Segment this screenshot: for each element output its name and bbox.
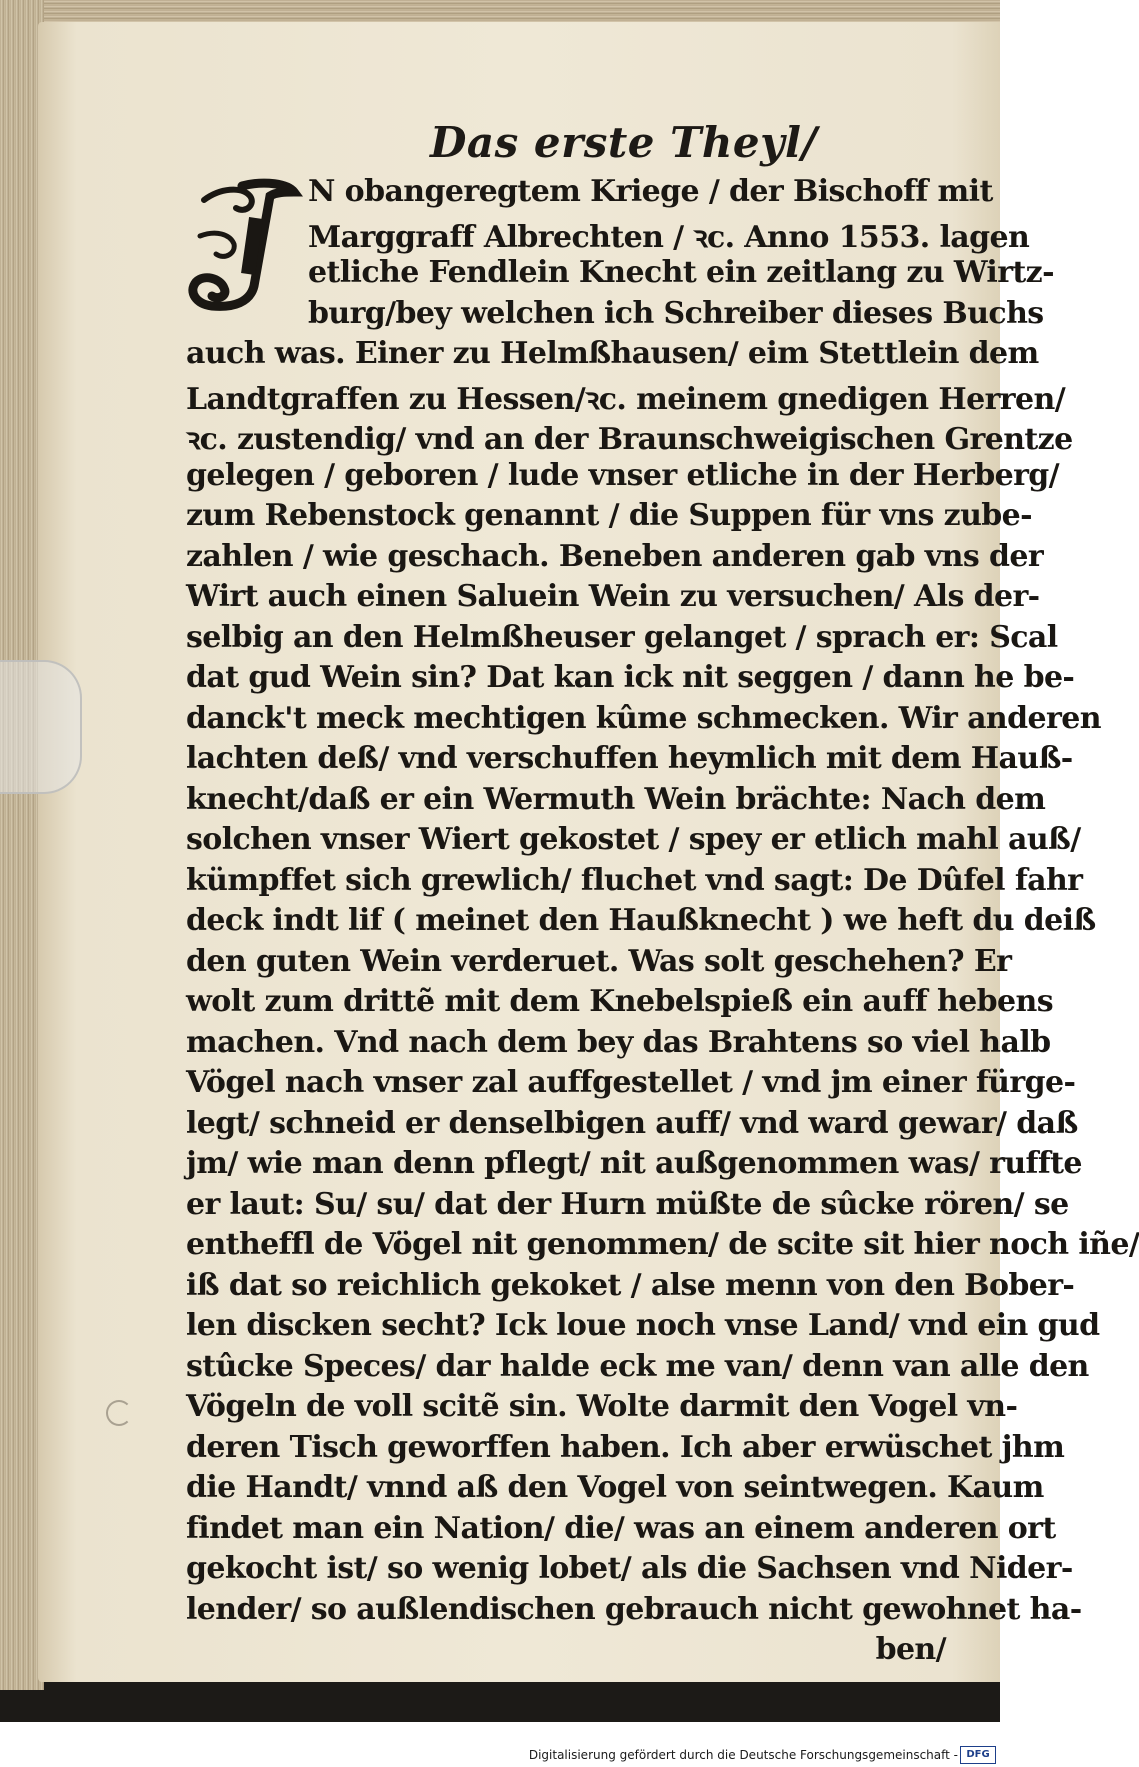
text-line: ben/ — [875, 1632, 946, 1667]
text-line: kümpffet sich grewlich/ fluchet vnd sagt: De Dûfel fahr — [186, 862, 1083, 898]
text-line: stûcke Speces/ dar halde eck me van/ denn van alle den — [186, 1348, 1089, 1384]
text-line: auch was. Einer zu Helmßhausen/ eim Stettlein dem — [186, 336, 1039, 371]
text-line: N obangeregtem Kriege / der Bischoff mit — [308, 174, 993, 209]
text-line: Marggraff Albrechten / ꝛc. Anno 1553. lagen — [308, 219, 1030, 255]
text-line: er laut: Su/ su/ dat der Hurn müßte de sûcke rören/ se — [186, 1186, 1069, 1222]
text-line: deck indt lif ( meinet den Haußknecht ) we heft du deiß — [186, 903, 1096, 938]
text-line: zahlen / wie geschach. Beneben anderen gab vns der — [186, 538, 1044, 574]
text-line: ꝛc. zustendig/ vnd an der Braunschweigischen Grentze — [186, 422, 1073, 457]
text-line: Landtgraffen zu Hessen/ꝛc. meinem gnedigen Herren/ — [186, 381, 1066, 417]
text-line: selbig an den Helmßheuser gelanget / sprach er: Scal — [186, 619, 1058, 655]
running-header: Das erste Theyl/ — [430, 118, 818, 167]
text-line: wolt zum drittẽ mit dem Knebelspieß ein auff hebens — [186, 984, 1054, 1019]
text-line: iß dat so reichlich gekoket / alse menn von den Bober- — [186, 1267, 1075, 1303]
pen-mark — [106, 1400, 132, 1426]
text-line: gelegen / geboren / lude vnser etliche in der Herberg/ — [186, 457, 1060, 493]
text-line: jm/ wie man denn pflegt/ nit außgenommen was/ ruffte — [186, 1146, 1082, 1181]
text-line: Vögel nach vnser zal auffgestellet / vnd jm einer fürge- — [186, 1065, 1076, 1100]
page-clip — [0, 660, 82, 794]
body-text — [186, 174, 1139, 1673]
text-line: zum Rebenstock genannt / die Suppen für vns zube- — [186, 498, 1033, 533]
text-line: burg/bey welchen ich Schreiber dieses Buchs — [308, 295, 1044, 331]
text-line: machen. Vnd nach dem bey das Brahtens so viel halb — [186, 1024, 1051, 1060]
text-line: entheffl de Vögel nit genommen/ de scite sit hier noch iñe/ — [186, 1227, 1139, 1262]
text-line: lachten deß/ vnd verschuffen heymlich mit dem Hauß- — [186, 741, 1073, 776]
dfg-logo: DFG — [960, 1746, 996, 1764]
text-line: knecht/daß er ein Wermuth Wein brächte: Nach dem — [186, 781, 1046, 817]
text-line: etliche Fendlein Knecht ein zeitlang zu Wirtz- — [308, 255, 1054, 290]
text-line: solchen vnser Wiert gekostet / spey er etlich mahl auß/ — [186, 822, 1081, 857]
text-line: deren Tisch geworffen haben. Ich aber erwüschet jhm — [186, 1429, 1065, 1465]
text-line: dat gud Wein sin? Dat kan ick nit seggen / dann he be- — [186, 660, 1075, 695]
text-line: len discken secht? Ick loue noch vnse Land/ vnd ein gud — [186, 1308, 1100, 1343]
text-line: legt/ schneid er denselbigen auff/ vnd ward gewar/ daß — [186, 1105, 1078, 1141]
text-line: danck't meck mechtigen kûme schmecken. Wir anderen — [186, 700, 1101, 736]
text-line: Vögeln de voll scitẽ sin. Wolte darmit den Vogel vn- — [186, 1389, 1018, 1424]
text-line: Wirt auch einen Saluein Wein zu versuchen/ Als der- — [186, 579, 1040, 614]
text-line: den guten Wein verderuet. Was solt geschehen? Er — [186, 943, 1012, 979]
text-line: lender/ so außlendischen gebrauch nicht gewohnet ha- — [186, 1591, 1082, 1627]
digitization-credit: Digitalisierung gefördert durch die Deutsche Forschungsgemeinschaft - — [528, 1748, 958, 1762]
text-line: findet man ein Nation/ die/ was an einem anderen ort — [186, 1510, 1056, 1546]
text-line: die Handt/ vnnd aß den Vogel von seintwegen. Kaum — [186, 1470, 1044, 1505]
text-line: gekocht ist/ so wenig lobet/ als die Sachsen vnd Nider- — [186, 1551, 1073, 1586]
